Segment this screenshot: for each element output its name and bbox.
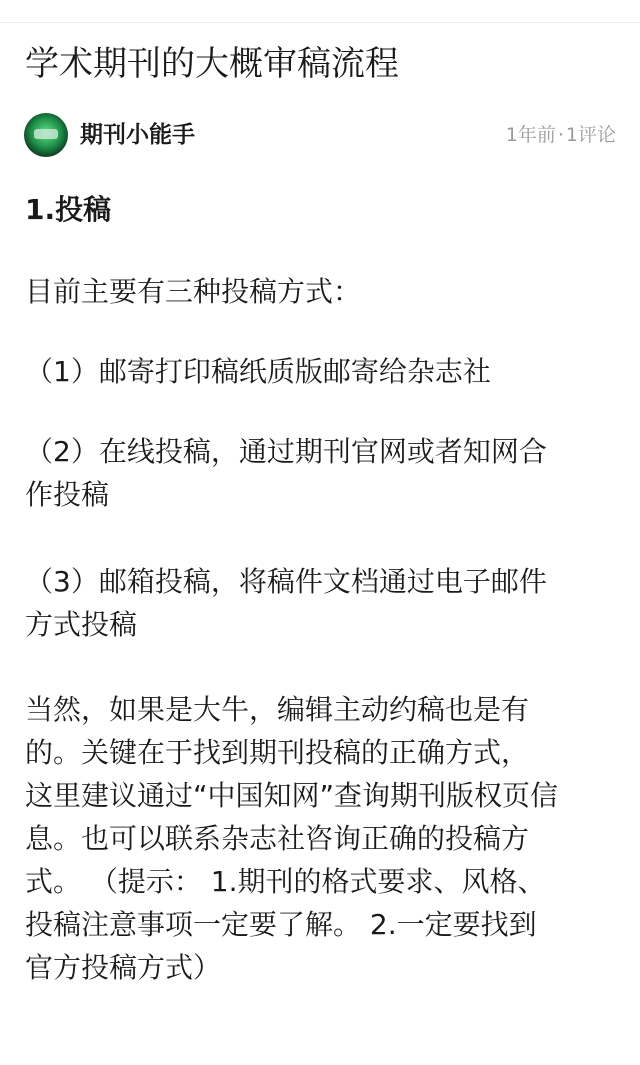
paragraph — [25, 350, 617, 393]
paragraph-line: 式。 （提示： 1.期刊的格式要求、风格、 — [25, 865, 546, 898]
paragraph-line: 息。也可以联系杂志社咨询正确的投稿方 — [25, 822, 530, 855]
avatar[interactable] — [24, 113, 68, 157]
paragraph-line: 投稿注意事项一定要了解。 2.一定要找到 — [25, 908, 537, 941]
paragraph — [25, 688, 617, 989]
paragraph-line: 方式投稿 — [25, 608, 138, 641]
paragraph-line: 当然，如果是大牛，编辑主动约稿也是有 — [25, 693, 530, 726]
paragraph-line: 的。关键在于找到期刊投稿的正确方式， — [25, 736, 530, 769]
paragraph-line: （2）在线投稿，通过期刊官网或者知网合 — [25, 435, 547, 468]
author-name[interactable]: 期刊小能手 — [80, 122, 195, 148]
author-row[interactable] — [24, 113, 616, 157]
article-meta — [506, 121, 616, 149]
paragraph — [25, 430, 617, 516]
meta-separator: · — [557, 124, 564, 146]
paragraph-line: 官方投稿方式） — [25, 951, 222, 984]
comment-count[interactable]: 1评论 — [565, 124, 616, 146]
paragraph-line: （3）邮箱投稿，将稿件文档通过电子邮件 — [25, 565, 547, 598]
avatar-image — [34, 129, 58, 139]
paragraph-line: 作投稿 — [25, 478, 110, 511]
paragraph — [25, 560, 617, 646]
paragraph-line: 目前主要有三种投稿方式： — [25, 275, 362, 308]
article-title: 学术期刊的大概审稿流程 — [25, 44, 399, 84]
paragraph-line: 这里建议通过“中国知网”查询期刊版权页信 — [25, 779, 559, 812]
top-divider — [0, 0, 640, 23]
post-time: 1年前 — [505, 124, 556, 146]
paragraph-line: （1）邮寄打印稿纸质版邮寄给杂志社 — [25, 355, 491, 388]
section-heading: 1.投稿 — [25, 193, 112, 226]
paragraph — [25, 270, 617, 313]
